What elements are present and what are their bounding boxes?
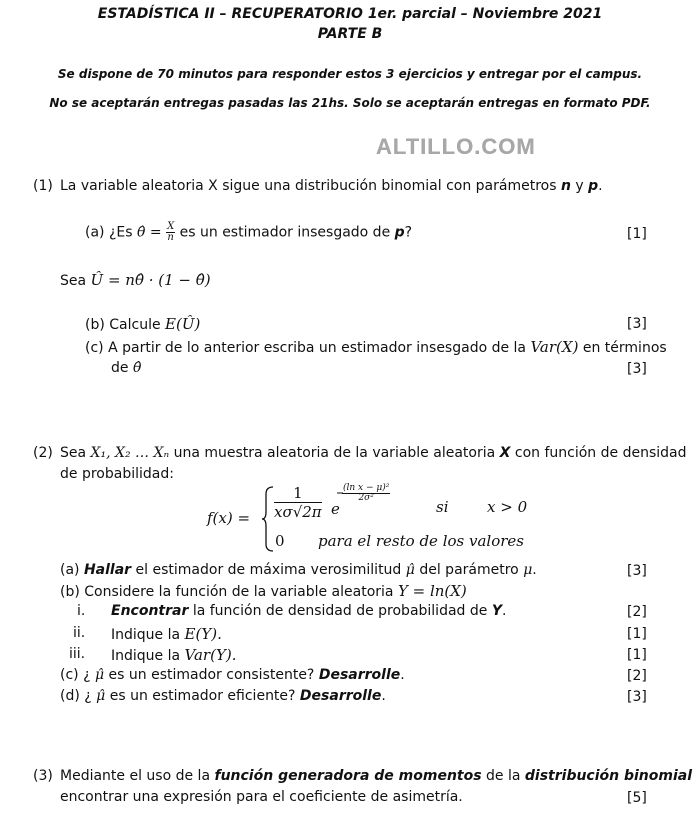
q3-line1 [60,768,692,784]
q2-intro [60,445,686,461]
q3-bold2: distribución binomial [524,768,693,784]
q1-intro-n: n [560,178,571,194]
q1-number: (1) [33,178,53,194]
q1a-label: (a) [85,224,105,241]
q2biii-item [111,646,236,664]
q2biii-label: iii. [69,646,86,662]
q1-sea-formula: Û = nθ̂ · (1 − θ̂) [90,271,211,289]
q2-intro-text2: una muestra aleatoria de la variable aleatoria [169,445,500,461]
q2d-text1: ¿ [84,688,97,704]
q2c-text2: es un estimador consistente? [104,667,319,683]
q2bii-text: Indique la [111,627,185,643]
q1c-text1: A partir de lo anterior escriba un estimador insesgado de la [108,340,531,356]
q2a-item [60,562,537,578]
q3-text2: de la [481,768,525,784]
q2bi-points: [2] [627,604,647,620]
pdf-frac-num: 1 [274,484,322,503]
q1a-points: [1] [627,226,647,242]
q1-intro-p: p [588,178,599,194]
pdf-otherwise: para el resto de los valores [318,532,524,550]
q2a-end: . [532,562,537,578]
q2d-end: . [381,688,386,704]
q2-intro-text1: Sea [60,445,91,461]
pdf-exp-base: e [331,500,340,518]
pdf-fx: f(x) = [207,509,251,527]
watermark-logo: ALTILLO.COM [376,134,536,159]
q1-sea [60,271,211,289]
q1b-formula: E(Û) [165,315,201,333]
pdf-case1 [274,484,322,521]
q2d-points: [3] [627,689,647,705]
pdf-zero: 0 [275,532,285,550]
q1b-text: Calcule [109,317,166,333]
q2bi-bold: Encontrar [111,603,189,619]
q1c-theta: θ̂ [132,360,142,376]
q2a-bold: Hallar [83,562,132,578]
q1-intro [60,178,603,194]
pdf-exp-frac [342,484,390,503]
q3-number: (3) [33,768,53,784]
pdf-condition: x > 0 [487,498,528,516]
q2bii-label: ii. [73,625,86,641]
q1a-frac-den: n [167,232,174,243]
q2d-bold: Desarrolle [299,688,382,704]
q1-sea-text: Sea [60,273,91,289]
q2d-label: (d) [60,688,80,704]
q2a-points: [3] [627,563,647,579]
q1a-frac-num: X [167,221,175,232]
q3-text1: Mediante el uso de la [60,768,215,784]
pdf-minus-sign [336,491,344,495]
q2biii-formula: Var(Y). [184,646,237,664]
pdf-frac [274,484,322,521]
q1-intro-y: y [570,178,589,194]
q2b-text: Considere la función de la variable aleatoria [84,584,398,600]
q3-line2: encontrar una expresión para el coeficiente de asimetría. [60,789,463,805]
q2biii-points: [1] [627,647,647,663]
q1a-theta: θ̂ = [137,224,167,241]
q2-intro-line2: de probabilidad: [60,466,174,482]
q1c-text2: en términos [578,340,667,356]
pdf-si: si [436,498,449,516]
q2d-mu-hat: μ̂ [96,688,106,704]
q2c-label: (c) [60,667,79,683]
pdf-exponent [342,484,390,503]
q1c-text3: de [111,360,133,376]
q2c-end: . [400,667,405,683]
q2bi-item [111,603,506,619]
q3-points: [5] [627,790,647,806]
q1b-points: [3] [627,316,647,332]
q2d-item [60,688,386,704]
q2bii-points: [1] [627,626,647,642]
q1c-formula: Var(X) [530,338,579,356]
q2bi-Y: Y [491,603,502,619]
q2c-points: [2] [627,668,647,684]
notice-time: Se dispone de 70 minutos para responder estos 3 ejercicios y entregar por el campus. [57,67,643,81]
q1-intro-end: . [598,178,603,194]
q2a-label: (a) [60,562,80,578]
q2bi-label: i. [77,603,86,619]
q2a-text2: del parámetro [414,562,524,578]
q2-number: (2) [33,445,53,461]
q2a-text: el estimador de máxima verosimilitud [131,562,406,578]
q2-intro-text3: con función de densidad [510,445,687,461]
q1a-p: p [394,224,405,241]
notice-deadline: No se aceptarán entregas pasadas las 21hs. Solo se aceptarán entregas en formato PDF. [49,96,651,110]
q2c-bold: Desarrolle [318,667,401,683]
q1c-label: (c) [85,340,104,356]
q2bi-end: . [501,603,507,619]
q2c-text1: ¿ [83,667,95,683]
q1a-text2: es un estimador insesgado de [175,224,395,241]
pdf-brace [262,486,274,552]
q1-intro-text: La variable aleatoria X sigue una distribución binomial con parámetros [60,178,561,194]
q2bii-item [111,625,222,643]
q2b-item [60,582,467,600]
q2bi-text: la función de densidad de probabilidad de [188,603,492,619]
q3-bold1: función generadora de momentos [214,768,482,784]
exam-title: ESTADÍSTICA II – RECUPERATORIO 1er. parcial – Noviembre 2021 [97,6,603,22]
q2b-label: (b) [60,584,80,600]
pdf-frac-den: xσ√2π [274,503,322,521]
q2a-mu-hat: μ̂ [405,562,415,578]
pdf-exp-num: (ln x − μ)² [343,483,390,493]
q1c-points: [3] [627,361,647,377]
q1a-q: ? [404,224,413,241]
q2c-mu-hat: μ̂ [94,667,105,683]
q2b-formula: Y = ln(X) [397,582,467,600]
exam-subtitle: PARTE B [317,26,383,42]
q2bii-formula: E(Y). [184,625,222,643]
q2d-text2: es un estimador eficiente? [105,688,300,704]
q1c-item [85,338,667,356]
q2-intro-vars: X₁, X₂ … Xₙ [90,445,170,461]
q1a-item [85,222,412,243]
q1b-label: (b) [85,317,105,333]
q1a-text1: ¿Es [108,224,137,241]
q2a-mu: μ [523,562,533,578]
q1a-fraction [166,222,175,243]
q2-intro-X: X [499,445,511,461]
q1c-item-cont [111,360,141,376]
pdf-exp-den: 2σ² [358,493,374,503]
q1b-item [85,315,200,333]
q2c-item [60,667,405,683]
q2biii-text: Indique la [111,648,185,664]
